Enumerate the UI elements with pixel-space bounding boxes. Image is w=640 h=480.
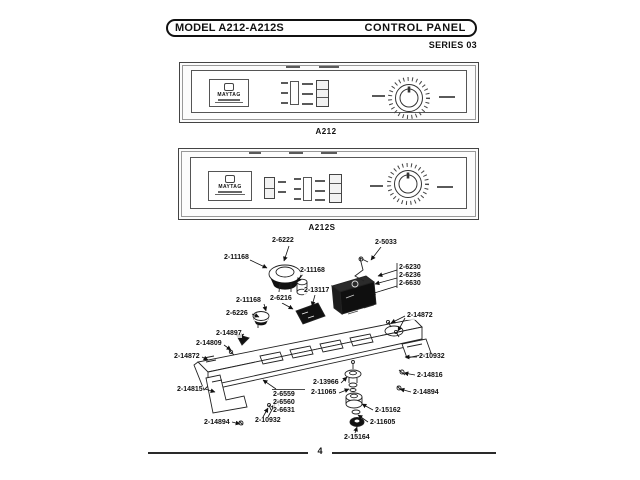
model-title: MODEL A212-A212S	[175, 22, 284, 34]
switch-label	[294, 198, 301, 200]
switch-label	[281, 82, 288, 84]
part-number-label: 2-13117	[304, 287, 330, 294]
part-number-label: 2-10932	[419, 353, 445, 360]
part-number-label: 2-6216	[270, 295, 292, 302]
button-label	[315, 180, 325, 182]
brand-name: MAYTAG	[218, 184, 242, 190]
part-number-label: 2-6222	[272, 237, 294, 244]
part-number-label: 2-6631	[273, 407, 295, 414]
part-number-label: 2-14897	[216, 330, 242, 337]
part-number-label: 2-11168	[224, 254, 249, 261]
part-number-label: 2-6226	[226, 310, 248, 317]
footer-rule-right	[332, 452, 496, 454]
control-panel-a212	[179, 62, 479, 123]
water-level-switch	[290, 81, 299, 105]
timer-dial	[386, 162, 430, 206]
button-label	[278, 191, 286, 193]
part-number-label: 2-14872	[407, 312, 433, 319]
part-number-label: 2-5033	[375, 239, 397, 246]
switch-label	[281, 92, 288, 94]
plate-text	[215, 102, 243, 104]
panel-header-text	[289, 152, 303, 154]
panel-face	[191, 70, 467, 113]
part-number-label: 2-6559	[273, 391, 295, 398]
plate-text	[218, 191, 242, 193]
part-number-label: 2-6236	[399, 272, 421, 279]
switch-label	[294, 178, 301, 180]
switch-label	[294, 188, 301, 190]
button-label	[315, 199, 325, 201]
dial-left-text	[372, 95, 385, 97]
part-number-label: 2-15162	[375, 407, 401, 414]
maytag-emblem-icon	[225, 175, 235, 183]
part-number-label: 2-11168	[236, 297, 261, 304]
timer-mechanism	[332, 276, 376, 314]
part-number-label: 2-14872	[174, 353, 200, 360]
panel-face	[190, 157, 467, 209]
selector-knob	[253, 312, 269, 329]
dial-right-text	[437, 186, 453, 188]
button-label	[302, 103, 313, 105]
brand-plate	[208, 171, 252, 201]
brand-name: MAYTAG	[217, 92, 241, 98]
switch-label	[281, 102, 288, 104]
dial-left-text	[370, 185, 383, 187]
part-number-label: 2-14809	[196, 340, 222, 347]
part-number-label: 2-6630	[399, 280, 421, 287]
part-number-label: 2-14894	[204, 419, 230, 426]
timer-dial	[387, 76, 431, 120]
header-box	[166, 19, 477, 37]
dial-right-text	[439, 96, 455, 98]
part-number-label: 2-10932	[255, 417, 281, 424]
series-label: SERIES 03	[428, 40, 477, 50]
part-number-label: 2-6560	[273, 399, 295, 406]
temperature-buttons	[316, 80, 329, 107]
brand-plate	[209, 79, 249, 107]
button-label	[278, 181, 286, 183]
part-number-label: 2-11065	[311, 389, 337, 396]
water-level-switch	[303, 177, 312, 201]
part-number-label: 2-14816	[417, 372, 443, 379]
panel-header-text	[321, 152, 337, 154]
section-title: CONTROL PANEL	[364, 22, 466, 34]
part-number-label: 2-13966	[313, 379, 339, 386]
footer-rule-left	[148, 452, 308, 454]
button-label	[302, 93, 313, 95]
control-panel-a212s	[178, 148, 479, 220]
maytag-emblem-icon	[224, 83, 234, 91]
part-number-label: 2-15164	[344, 434, 370, 441]
panel-header-text	[319, 66, 339, 68]
plate-text	[218, 99, 240, 101]
temperature-buttons	[329, 174, 342, 203]
button-label	[315, 190, 325, 192]
panel-header-text	[249, 152, 261, 154]
rocker-switch	[296, 303, 325, 324]
part-number-label: 2-6230	[399, 264, 421, 271]
part-number-label: 2-14815	[177, 386, 203, 393]
page-number: 4	[317, 446, 323, 456]
button-label	[302, 83, 313, 85]
panel-caption-a212: A212	[315, 127, 337, 136]
speed-buttons	[264, 177, 275, 199]
part-number-label: 2-11605	[370, 419, 396, 426]
panel-header-text	[286, 66, 300, 68]
part-number-label: 2-11168	[300, 267, 325, 274]
plate-text	[215, 194, 245, 196]
panel-caption-a212s: A212S	[308, 223, 336, 232]
part-number-label: 2-14894	[413, 389, 439, 396]
fill-parts-chain	[345, 361, 364, 427]
